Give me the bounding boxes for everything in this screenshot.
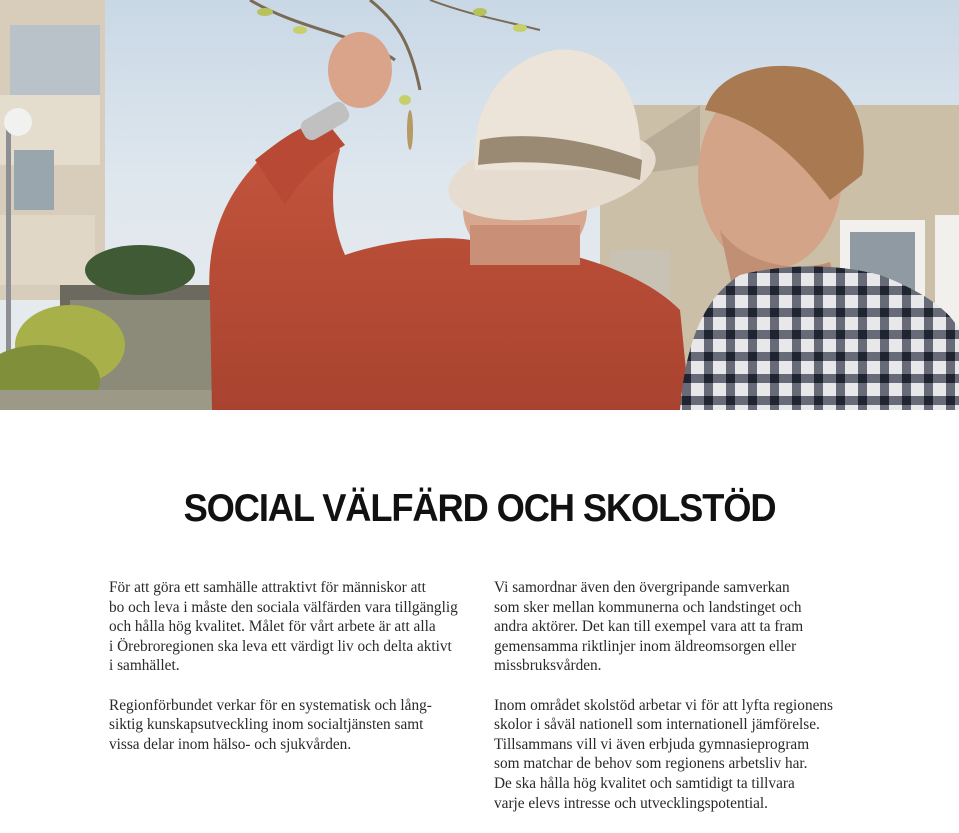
text-line: vissa delar inom hälso- och sjukvården. bbox=[109, 735, 352, 753]
text-line: i Örebroregionen ska leva ett värdigt liv och delta aktivt bbox=[109, 637, 452, 655]
paragraph bbox=[494, 578, 854, 676]
text-line: Inom området skolstöd arbetar vi för att lyfta regionens bbox=[494, 696, 833, 714]
right-column bbox=[494, 578, 854, 833]
text-line: För att göra ett samhälle attraktivt för människor att bbox=[109, 579, 426, 596]
paragraph bbox=[494, 696, 854, 814]
text-line: De ska hålla hög kvalitet och samtidigt ta tillvara bbox=[494, 774, 795, 792]
text-line: andra aktörer. Det kan till exempel vara att ta fram bbox=[494, 618, 804, 636]
text-line: skolor i såväl nationell som internationell jämförelse. bbox=[494, 716, 820, 734]
text-line: som sker mellan kommunerna och landstinget och bbox=[494, 598, 802, 616]
text-line: Regionförbundet verkar för en systematisk och lång- bbox=[109, 696, 432, 714]
text-line: Vi samordnar även den övergripande samverkan bbox=[494, 579, 790, 596]
text-line: Tillsammans vill vi även erbjuda gymnasieprogram bbox=[494, 735, 810, 753]
text-line: bo och leva i måste den sociala välfärden vara tillgänglig bbox=[109, 598, 458, 616]
page-title: SOCIAL VÄLFÄRD OCH SKOLSTÖD bbox=[183, 487, 776, 530]
left-column bbox=[109, 578, 469, 774]
paragraph bbox=[109, 578, 469, 676]
text-line: missbruksvården. bbox=[494, 657, 602, 675]
text-line: i samhället. bbox=[109, 657, 180, 675]
text-line: och hålla hög kvalitet. Målet för vårt arbete är att alla bbox=[109, 618, 436, 636]
text-line: som matchar de behov som regionens arbetsliv har. bbox=[494, 755, 808, 773]
text-line: varje elevs intresse och utvecklingspotential. bbox=[494, 794, 768, 812]
paragraph bbox=[109, 696, 469, 755]
hero-photo bbox=[0, 0, 959, 410]
text-line: gemensamma riktlinjer inom äldreomsorgen eller bbox=[494, 637, 797, 655]
text-line: siktig kunskapsutveckling inom socialtjänsten samt bbox=[109, 716, 424, 734]
